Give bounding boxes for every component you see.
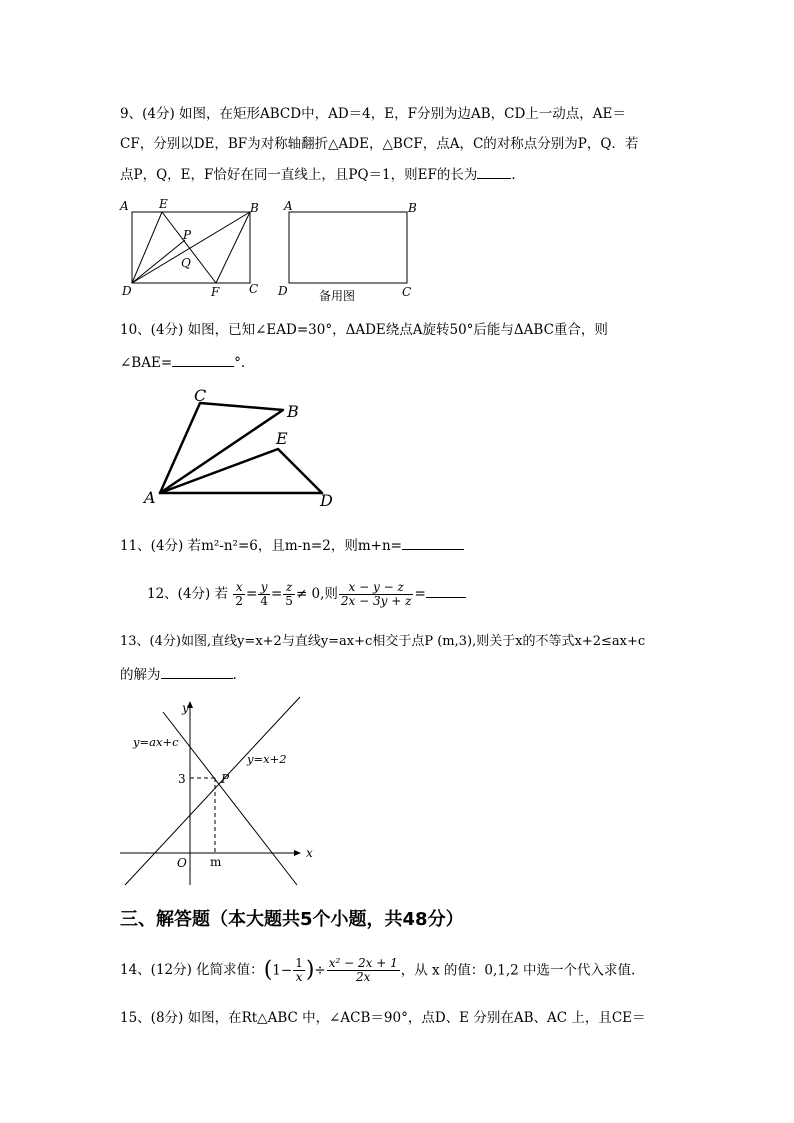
q9-fig1-label-F: F (211, 285, 220, 299)
q12-eq2: = (270, 586, 283, 602)
q9-figure-rectangle (115, 196, 275, 301)
q10-label-A: A (144, 488, 156, 507)
q11-answer-blank (402, 535, 464, 550)
q13-label-O: O (177, 856, 187, 870)
q13-answer-blank (161, 664, 233, 679)
q9-fig1-label-Q: Q (181, 256, 191, 270)
q10-label-C: C (194, 386, 207, 405)
q10-line2-pre: ∠BAE= (120, 355, 173, 371)
q9-fig2-caption: 备用图 (319, 289, 356, 303)
q9-fig1-label-C: C (249, 282, 259, 296)
q10-label-E: E (276, 429, 288, 448)
q9-fig1-label-E: E (159, 197, 168, 211)
q13-label-P: P (221, 772, 230, 786)
q14-fraction-1x: $\frac{1}{x}$ (295, 956, 303, 984)
q9-line2: CF，分别以DE，BF为对称轴翻折△ADE，△BCF，点A，C的对称点分别为P，Q．若 (120, 136, 639, 152)
q10-figure (140, 383, 340, 513)
q9-fig1-label-D: D (122, 284, 132, 298)
q13-label-line-ax-c: y=ax+c (133, 735, 179, 749)
q12-answer-blank (426, 583, 466, 598)
q9-line3-text: 点P，Q，E，F恰好在同一直线上，且PQ＝1，则EF的长为 (120, 167, 478, 183)
q13-line2-post: . (232, 667, 237, 683)
q12-tail: = (414, 586, 426, 602)
q9-answer-blank (477, 164, 511, 179)
q12-eq1: = (246, 586, 258, 602)
q11-text: 11、(4分) 若m²-n²=6，且m-n=2，则m+n= (120, 538, 402, 554)
q10-line2 (120, 352, 245, 373)
q12-fraction-x2: $\frac{x}{2}$ (235, 580, 244, 608)
q9-fig2-label-B: B (408, 201, 417, 215)
q12-line (147, 578, 466, 610)
q13-line2-pre: 的解为 (120, 667, 161, 683)
q9-fig2-label-A: A (284, 199, 293, 213)
q12-fraction-y4: $\frac{y}{4}$ (260, 580, 268, 608)
q14-fraction-main: $\frac{\text{x² − 2x + 1}}{2x}$ (328, 956, 398, 984)
section3-title: 三、解答题（本大题共5个小题，共48分） (120, 909, 464, 930)
q13-label-3: 3 (178, 772, 186, 786)
q9-fig2-label-D: D (278, 284, 288, 298)
q13-label-y: y (182, 701, 189, 715)
q14-div: ÷ (314, 962, 326, 979)
q13-label-line-x2: y=x+2 (247, 752, 287, 766)
q14-line: 14、(12分) 化简求值：(1− $\frac{1}{x}$ )÷ $\frac{\text{x² − 2x + 1}}{2x}$ ，从 x 的值：0,1,2 中选一个代入求值. (120, 956, 636, 984)
q15-line: 15、(8分) 如图，在Rt△ABC 中，∠ACB＝90°，点D、E 分别在AB、AC 上，且CE＝ (120, 1010, 646, 1026)
q10-label-D: D (320, 491, 333, 510)
q12-fraction-main: $\frac{x - y - z}{2x - 3y + z}$ (340, 580, 412, 608)
q9-fig1-label-A: A (120, 199, 129, 213)
q11-line (120, 535, 464, 556)
q14-suffix: ，从 x 的值：0,1,2 中选一个代入求值. (400, 962, 636, 979)
q12-prefix: 12、(4分) 若 (147, 586, 229, 602)
q10-answer-blank (172, 352, 234, 367)
q13-line2 (120, 664, 237, 685)
q9-fig1-label-B: B (250, 201, 259, 215)
q13-line1: 13、(4分)如图,直线y=x+2与直线y=ax+c相交于点P (m,3),则关于x的不等式x+2≤ax+c (120, 634, 646, 649)
q14-prefix: 14、(12分) 化简求值： (120, 962, 264, 978)
q13-coordinate-graph (115, 692, 330, 892)
q9-line3 (120, 164, 525, 185)
q12-fraction-z5: $\frac{z}{5}$ (285, 580, 293, 608)
q9-fig1-label-P: P (183, 228, 192, 242)
q12-neq: ≠ 0,则 (295, 586, 338, 602)
q10-line1: 10、(4分) 如图，已知∠EAD=30°，ΔADE绕点A旋转50°后能与ΔABC重合，则 (120, 322, 608, 338)
q9-figure-spare (275, 196, 425, 306)
q9-line1: 9、(4分) 如图，在矩形ABCD中，AD＝4，E，F分别为边AB，CD上一动点，AE＝ (120, 106, 626, 122)
q10-label-B: B (287, 402, 299, 421)
q9-fig2-label-C: C (402, 285, 412, 299)
q10-line2-post: °. (234, 355, 246, 371)
q14-one: 1− (272, 962, 293, 979)
q9-line3-end: ． (511, 167, 525, 183)
q13-label-m: m (210, 855, 222, 869)
q13-label-x: x (306, 846, 313, 860)
